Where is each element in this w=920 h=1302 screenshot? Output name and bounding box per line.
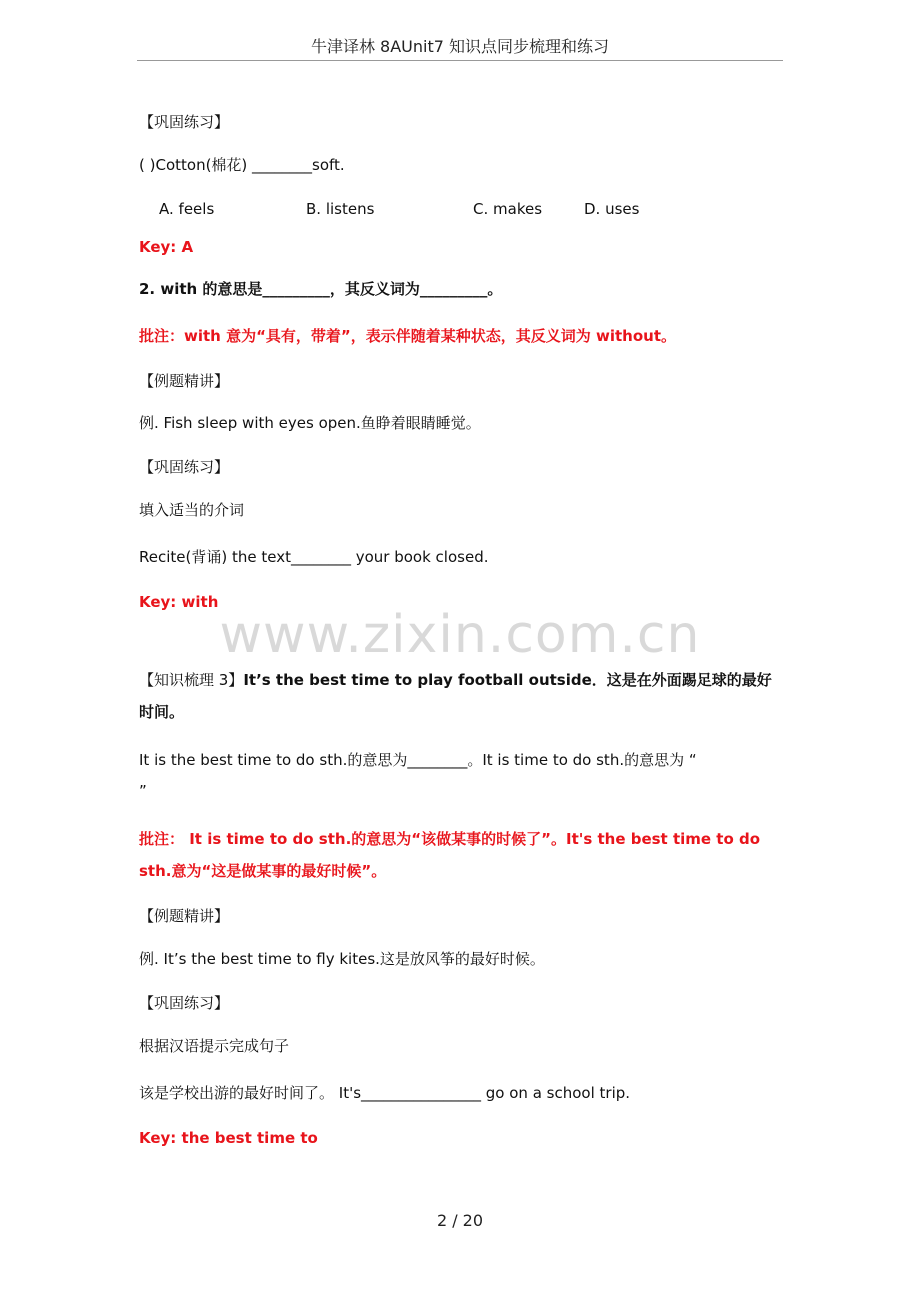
- example-heading: 【例题精讲】: [139, 372, 230, 390]
- answer-key: Key: A: [139, 238, 194, 256]
- page-number: 2 / 20: [436, 1211, 484, 1230]
- instruction-text: 根据汉语提示完成句子: [139, 1037, 290, 1055]
- knowledge-point-text: It’s the best time to play football outside．这是在外面踢足球的最好时间。: [139, 671, 772, 721]
- question-recite: Recite(背诵) the text________ your book closed.: [139, 548, 489, 566]
- instruction-text: 填入适当的介词: [139, 501, 245, 519]
- practice-heading: 【巩固练习】: [139, 113, 230, 131]
- knowledge-point-3: [139, 664, 784, 728]
- practice-heading: 【巩固练习】: [139, 994, 230, 1012]
- watermark: www.zixin.com.cn: [219, 605, 701, 665]
- practice-heading: 【巩固练习】: [139, 458, 230, 476]
- annotation-note: 批注： It is time to do sth.的意思为“该做某事的时候了”。It's the best time to do sth.意为“这是做某事的最好时候”。: [139, 830, 761, 880]
- question-meaning-end: ”: [139, 782, 147, 800]
- example-heading: 【例题精讲】: [139, 907, 230, 925]
- example-sentence: 例. It’s the best time to fly kites.这是放风筝的最好时候。: [139, 950, 545, 968]
- knowledge-point-label: 【知识梳理 3】: [139, 671, 244, 689]
- example-sentence: 例. Fish sleep with eyes open.鱼睁着眼睛睡觉。: [139, 414, 481, 432]
- annotation-note: 批注：with 意为“具有，带着”，表示伴随着某种状态，其反义词为 without。: [139, 327, 677, 345]
- page-header-title: 牛津译林 8AUnit7 知识点同步梳理和练习: [310, 37, 610, 56]
- question-school-trip: 该是学校出游的最好时间了。 It's________________ go on a school trip.: [139, 1084, 631, 1102]
- header-divider: [137, 60, 783, 61]
- answer-key: Key: with: [139, 593, 219, 611]
- question-cotton: ( )Cotton(棉花) ________soft.: [139, 156, 345, 174]
- option-c: C. makes: [473, 200, 543, 218]
- option-a: A. feels: [159, 200, 215, 218]
- question-meaning: It is the best time to do sth.的意思为________。It is time to do sth.的意思为 “: [139, 751, 697, 769]
- point-2-heading: 2. with 的意思是_________，其反义词为_________。: [139, 280, 503, 298]
- option-b: B. listens: [306, 200, 375, 218]
- option-d: D. uses: [584, 200, 640, 218]
- answer-key: Key: the best time to: [139, 1129, 318, 1147]
